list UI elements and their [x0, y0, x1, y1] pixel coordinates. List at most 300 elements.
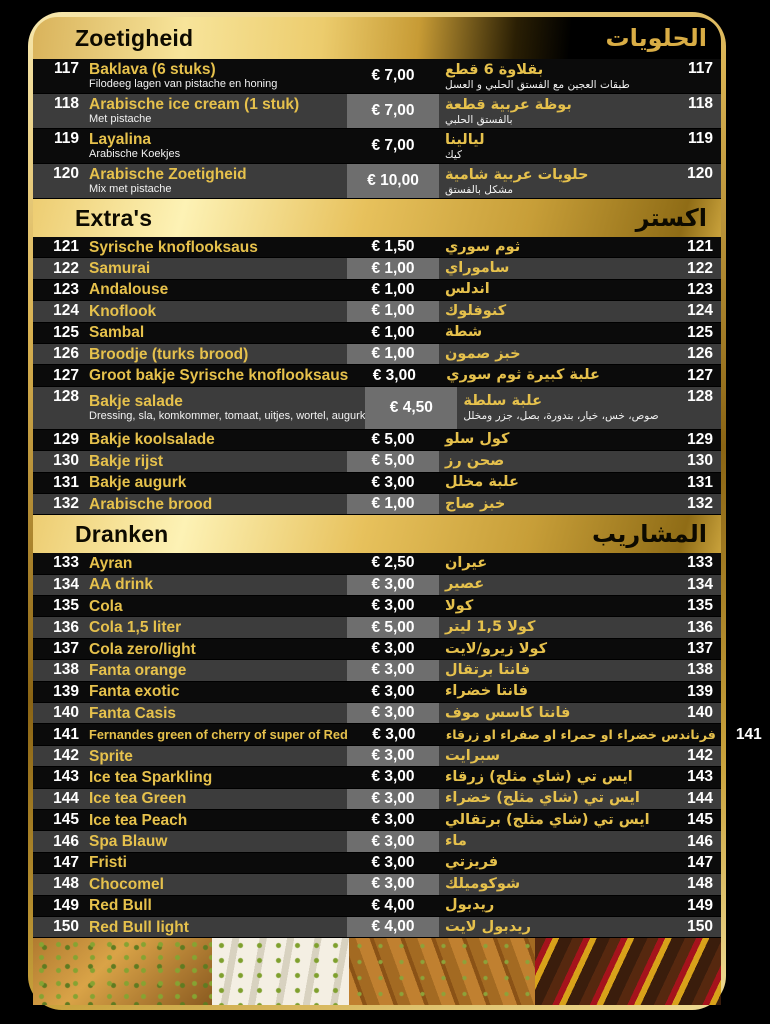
item-number: 123	[53, 280, 79, 298]
item-name: Broodje (turks brood)	[89, 345, 249, 363]
item-price: € 4,50	[365, 387, 457, 429]
item-number-arabic: 139	[687, 682, 713, 700]
item-name-block	[79, 553, 347, 573]
item-number-arabic: 142	[687, 747, 713, 764]
item-subtext: Met pistache	[89, 113, 152, 125]
item-arabic-block	[457, 387, 667, 429]
item-arabic-block	[439, 494, 667, 514]
item-name-block	[79, 494, 347, 514]
item-number-arabic: 145	[687, 811, 713, 829]
item-price: € 4,00	[347, 917, 439, 937]
item-subtext: Dressing, sla, komkommer, tomaat, uitjes, wortel, augurk	[89, 409, 366, 422]
item-price: € 3,00	[347, 660, 439, 680]
menu-item-row	[33, 917, 721, 938]
item-subtext: Filodeeg lagen van pistache en honing	[89, 78, 278, 90]
item-number: 119	[53, 130, 79, 147]
item-name-arabic: صحن رز	[445, 452, 505, 469]
section-rows	[33, 553, 762, 938]
menu-item-row	[33, 59, 721, 94]
item-arabic-block	[439, 767, 667, 787]
item-subtext-arabic: صوص، خس، خيار، بندورة، بصل، جزر ومخلل	[463, 410, 659, 423]
item-price: € 3,00	[371, 597, 415, 615]
chocolate-sweets-photo	[535, 938, 721, 1005]
item-number: 129	[53, 430, 79, 448]
item-number: 120	[53, 165, 79, 182]
item-name-arabic: فريزتي	[445, 854, 499, 871]
item-name: Ice tea Green	[89, 790, 187, 808]
item-name-arabic: ريدبول لايت	[445, 918, 531, 935]
menu-item-row	[33, 129, 721, 164]
item-arabic-block	[439, 853, 667, 873]
item-name-block	[79, 344, 347, 364]
item-price: € 3,00	[371, 768, 415, 786]
item-number-arabic: 146	[687, 832, 713, 850]
item-name: Layalina	[89, 131, 152, 148]
item-number: 121	[53, 238, 79, 256]
menu-item-row	[33, 494, 721, 515]
item-name-arabic: علبة سلطة	[463, 393, 543, 410]
item-price: € 1,50	[371, 238, 415, 256]
item-price: € 3,00	[347, 831, 439, 851]
item-name-arabic: شطة	[445, 324, 483, 341]
item-name-block	[79, 129, 347, 163]
item-name-arabic: ليالينا	[445, 131, 485, 148]
item-name: Cola	[89, 597, 123, 615]
item-name-arabic: علبة مخلل	[445, 474, 519, 491]
section-title-arabic: اكستر	[635, 204, 707, 232]
item-arabic-block	[439, 789, 667, 809]
item-subtext-arabic: كيك	[445, 148, 463, 161]
item-number-arabic: 122	[687, 259, 713, 277]
item-price: € 1,00	[347, 494, 439, 514]
item-name-arabic: كنوفلوك	[445, 302, 507, 319]
menu-item-row	[33, 575, 721, 596]
item-name-block	[79, 237, 347, 257]
item-subtext-arabic: بالفستق الحلبي	[445, 113, 513, 126]
item-name: Ayran	[89, 554, 133, 572]
menu-item-row	[33, 164, 721, 199]
item-name: Bakje salade	[89, 392, 183, 410]
item-name-arabic: خبز صاج	[445, 495, 506, 512]
menu-item-row	[33, 237, 721, 258]
baklava-tray-photo	[349, 938, 535, 1005]
section-title-arabic: الحلويات	[605, 24, 707, 52]
menu-item-row	[33, 617, 721, 638]
section-header-3	[33, 515, 721, 553]
item-arabic-block	[439, 596, 667, 616]
item-number-arabic: 124	[687, 302, 713, 320]
item-number-arabic: 137	[687, 640, 713, 658]
item-arabic-block	[439, 746, 667, 766]
item-name-block	[79, 387, 365, 429]
menu-item-row	[33, 473, 721, 494]
item-arabic-block	[439, 639, 667, 659]
item-name-block	[79, 575, 347, 595]
menu-item-row	[33, 280, 721, 301]
item-name-block	[79, 660, 347, 680]
item-number: 130	[53, 452, 79, 470]
item-number: 133	[53, 554, 79, 572]
item-arabic-block	[439, 129, 667, 163]
item-arabic-block	[439, 703, 667, 723]
item-number-arabic: 130	[687, 452, 713, 470]
item-price: € 3,00	[347, 874, 439, 894]
item-arabic-block	[439, 917, 667, 937]
item-name-block	[79, 280, 347, 300]
menu-item-row	[33, 831, 721, 852]
item-price: € 10,00	[347, 164, 439, 198]
item-arabic-block	[439, 617, 667, 637]
item-name: Sambal	[89, 324, 145, 342]
item-price: € 3,00	[347, 703, 439, 723]
item-number-arabic: 121	[687, 238, 713, 256]
item-price: € 7,00	[347, 94, 439, 128]
item-name-arabic: حلويات عربية شامية	[445, 166, 589, 183]
item-number: 127	[53, 366, 79, 384]
item-price: € 3,00	[371, 682, 415, 700]
item-name: Fanta exotic	[89, 683, 180, 701]
item-price: € 1,00	[371, 280, 415, 298]
item-arabic-block	[439, 344, 667, 364]
item-name: Sprite	[89, 747, 133, 765]
item-name-block	[79, 810, 347, 830]
item-number: 146	[53, 832, 79, 850]
item-price: € 3,00	[371, 473, 415, 491]
item-subtext-arabic: مشكل بالفستق	[445, 183, 514, 196]
item-number: 148	[53, 875, 79, 893]
item-price: € 5,00	[347, 451, 439, 471]
item-number-arabic: 128	[687, 387, 713, 405]
item-number: 149	[53, 896, 79, 914]
item-name-arabic: عيران	[445, 554, 488, 571]
dessert-photo-strip	[33, 938, 721, 1005]
item-arabic-block	[439, 280, 667, 300]
item-name-block	[79, 789, 347, 809]
menu-item-row	[33, 660, 721, 681]
item-number-arabic: 126	[687, 345, 713, 363]
item-name: Spa Blauw	[89, 833, 168, 851]
item-name-block	[79, 430, 347, 450]
item-name-block	[79, 917, 347, 937]
item-number-arabic: 149	[687, 896, 713, 914]
item-name-block	[79, 164, 347, 198]
menu-item-row	[33, 596, 721, 617]
menu-item-row	[33, 724, 762, 745]
item-name-arabic: علبة كبيرة ثوم سوري	[446, 367, 600, 384]
item-name-arabic: فانتا كاسس موف	[445, 704, 571, 721]
item-number-arabic: 119	[687, 130, 713, 147]
item-name: Baklava (6 stuks)	[89, 61, 216, 78]
item-name-arabic: ايس تي (شاي مثلج) خضراء	[445, 790, 640, 807]
item-price: € 2,50	[371, 554, 415, 572]
item-subtext: Mix met pistache	[89, 183, 172, 195]
item-arabic-block	[439, 164, 667, 198]
item-price: € 5,00	[347, 617, 439, 637]
menu-item-row	[33, 789, 721, 810]
item-number: 134	[53, 575, 79, 593]
item-name-block	[79, 323, 347, 343]
item-number: 139	[53, 682, 79, 700]
item-name-arabic: اندلس	[445, 281, 490, 298]
item-name-block	[79, 94, 347, 128]
section-header-2	[33, 199, 721, 237]
item-name-arabic: فرناندس خضراء او حمراء او صفراء او زرقاء	[445, 727, 716, 743]
item-name-arabic: ماء	[445, 833, 467, 850]
item-arabic-block	[439, 94, 667, 128]
menu-item-row	[33, 746, 721, 767]
item-name: Fanta Casis	[89, 704, 177, 722]
item-number-arabic: 125	[687, 323, 713, 341]
item-name: Red Bull light	[89, 918, 189, 936]
item-number: 125	[53, 323, 79, 341]
menu-page	[28, 12, 762, 1010]
item-number: 137	[53, 640, 79, 658]
item-price: € 1,00	[347, 301, 439, 321]
item-number-arabic: 134	[687, 575, 713, 593]
item-price: € 5,00	[371, 430, 415, 448]
item-price: € 3,00	[347, 746, 439, 766]
item-price: € 3,00	[372, 366, 416, 384]
item-number-arabic: 127	[687, 366, 713, 384]
item-number-arabic: 123	[687, 280, 713, 298]
menu-item-row	[33, 451, 721, 472]
menu-item-row	[33, 301, 721, 322]
item-name-arabic: فانتا خضراء	[445, 683, 528, 700]
item-name-block	[79, 301, 347, 321]
item-name-arabic: ثوم سوري	[445, 238, 521, 255]
item-subtext-arabic: طبقات العجين مع الفستق الحلبي و العسل	[445, 78, 630, 91]
item-name-arabic: ريدبول	[445, 897, 495, 914]
item-number-arabic: 144	[687, 789, 713, 807]
item-name-block	[79, 365, 348, 385]
item-name: Arabische brood	[89, 495, 213, 513]
item-number-arabic: 129	[687, 430, 713, 448]
item-name: Andalouse	[89, 281, 169, 299]
item-name-arabic: عصير	[445, 576, 485, 593]
menu-item-row	[33, 682, 721, 703]
item-name-arabic: كولا	[445, 597, 474, 614]
menu-item-row	[33, 810, 721, 831]
item-number: 122	[53, 259, 79, 277]
item-arabic-block	[439, 896, 667, 916]
item-name: Bakje koolsalade	[89, 431, 215, 449]
menu-item-row	[33, 853, 721, 874]
menu-item-row	[33, 344, 721, 365]
item-number: 141	[53, 725, 79, 743]
item-arabic-block	[439, 301, 667, 321]
item-name: Arabische Zoetigheid	[89, 166, 247, 183]
item-number-arabic: 150	[687, 918, 713, 936]
item-name-block	[79, 703, 347, 723]
item-price: € 7,00	[371, 137, 415, 154]
item-price: € 1,00	[347, 258, 439, 278]
item-price: € 3,00	[371, 853, 415, 871]
menu-item-row	[33, 639, 721, 660]
item-price: € 1,00	[347, 344, 439, 364]
item-name-arabic: بقلاوة 6 قطع	[445, 61, 544, 78]
item-name: Knoflook	[89, 302, 157, 320]
menu-item-row	[33, 323, 721, 344]
item-subtext: Arabische Koekjes	[89, 148, 181, 160]
item-name-block	[79, 59, 347, 93]
item-name-arabic: ايس تي (شاي مثلج) زرقاء	[445, 768, 633, 785]
item-name: Cola 1,5 liter	[89, 619, 182, 637]
item-number-arabic: 148	[687, 875, 713, 893]
item-number-arabic: 120	[687, 165, 713, 182]
item-arabic-block	[439, 874, 667, 894]
item-name-block	[79, 896, 347, 916]
item-name: Red Bull	[89, 897, 152, 915]
item-name-block	[79, 853, 347, 873]
item-arabic-block	[440, 724, 716, 744]
item-arabic-block	[439, 473, 667, 493]
item-arabic-block	[439, 660, 667, 680]
item-arabic-block	[439, 575, 667, 595]
item-arabic-block	[439, 553, 667, 573]
item-number-arabic: 136	[687, 618, 713, 636]
section-rows	[33, 59, 721, 199]
item-name: Arabische ice cream (1 stuk)	[89, 96, 300, 113]
item-name-block	[79, 746, 347, 766]
item-number-arabic: 140	[687, 704, 713, 722]
item-arabic-block	[439, 430, 667, 450]
item-name: Fanta orange	[89, 661, 187, 679]
item-number-arabic: 135	[687, 597, 713, 615]
item-name-arabic: ايس تي (شاي مثلج) برتقالي	[445, 811, 650, 828]
item-arabic-block	[439, 59, 667, 93]
item-name-block	[79, 767, 347, 787]
item-number: 145	[53, 811, 79, 829]
section-title: Extra's	[75, 204, 153, 231]
item-name: Fristi	[89, 854, 127, 872]
item-arabic-block	[439, 810, 667, 830]
menu-item-row	[33, 874, 721, 895]
item-name: Bakje rijst	[89, 452, 164, 470]
menu-item-row	[33, 767, 721, 788]
item-number-arabic: 131	[687, 473, 713, 491]
item-number-arabic: 143	[687, 768, 713, 786]
item-name: AA drink	[89, 576, 154, 594]
item-name-block	[79, 724, 348, 744]
item-number: 138	[53, 661, 79, 679]
item-number-arabic: 118	[687, 95, 713, 112]
item-name-block	[79, 596, 347, 616]
item-arabic-block	[439, 258, 667, 278]
item-price: € 3,00	[371, 640, 415, 658]
item-name-block	[79, 451, 347, 471]
section-title-arabic: المشاريب	[592, 520, 707, 549]
item-name-arabic: خبز صمون	[445, 345, 521, 362]
menu-item-row	[33, 365, 721, 386]
item-price: € 3,00	[372, 725, 416, 743]
item-name: Chocomel	[89, 875, 164, 893]
menu-item-row	[33, 553, 721, 574]
item-number-arabic: 132	[687, 495, 713, 513]
item-name-arabic: سبرايت	[445, 747, 500, 764]
item-name-block	[79, 682, 347, 702]
item-name: Fernandes green of cherry of super of Red	[89, 727, 348, 743]
menu-item-row	[33, 94, 721, 129]
item-arabic-block	[439, 451, 667, 471]
item-arabic-block	[439, 237, 667, 257]
item-name: Syrische knoflooksaus	[89, 238, 258, 256]
item-name-arabic: بوظة عربية قطعة	[445, 96, 572, 113]
item-arabic-block	[439, 831, 667, 851]
item-number: 135	[53, 597, 79, 615]
baklava-rolls-photo	[33, 938, 212, 1005]
item-name-arabic: كولا 1,5 ليتر	[445, 619, 536, 636]
item-name-arabic: فانتا برتقال	[445, 661, 531, 678]
item-price: € 4,00	[371, 896, 415, 914]
menu-item-row	[33, 896, 721, 917]
item-number: 140	[53, 704, 79, 722]
item-arabic-block	[439, 682, 667, 702]
menu-content	[33, 17, 762, 1005]
item-name-arabic: شوكوميلك	[445, 875, 521, 892]
item-name-block	[79, 874, 347, 894]
item-name: Ice tea Peach	[89, 811, 188, 829]
item-number: 150	[53, 918, 79, 936]
section-title: Dranken	[75, 520, 169, 547]
item-name: Samurai	[89, 260, 151, 278]
item-number: 132	[53, 495, 79, 513]
item-number: 131	[53, 473, 79, 491]
halawa-pistachio-photo	[212, 938, 350, 1005]
item-price: € 3,00	[347, 789, 439, 809]
menu-sections	[33, 17, 762, 938]
item-name-block	[79, 617, 347, 637]
item-number: 147	[53, 853, 79, 871]
menu-item-row	[33, 430, 721, 451]
item-number-arabic: 133	[687, 554, 713, 572]
item-number: 142	[53, 747, 79, 764]
item-price: € 7,00	[371, 67, 415, 84]
item-name-block	[79, 258, 347, 278]
section-header-1	[33, 17, 721, 59]
item-number: 144	[53, 789, 79, 807]
item-price: € 1,00	[371, 323, 415, 341]
menu-item-row	[33, 258, 721, 279]
item-number-arabic: 141	[735, 725, 762, 743]
item-number-arabic: 117	[687, 60, 713, 77]
item-number: 143	[53, 768, 79, 786]
item-name-block	[79, 831, 347, 851]
item-number-arabic: 138	[687, 661, 713, 679]
section-title: Zoetigheid	[75, 24, 194, 51]
item-number: 117	[53, 60, 79, 77]
item-name-arabic: كول سلو	[445, 431, 510, 448]
item-name: Ice tea Sparkling	[89, 768, 213, 786]
menu-item-row	[33, 387, 721, 430]
item-name: Cola zero/light	[89, 640, 196, 658]
item-number: 136	[53, 618, 79, 636]
item-arabic-block	[439, 323, 667, 343]
item-price: € 3,00	[347, 575, 439, 595]
item-arabic-block	[440, 365, 667, 385]
item-name: Groot bakje Syrische knoflooksaus	[89, 367, 349, 385]
item-number: 128	[53, 387, 79, 405]
item-number: 118	[53, 95, 79, 112]
item-name-block	[79, 473, 347, 493]
item-name: Bakje augurk	[89, 474, 187, 492]
section-rows	[33, 237, 721, 515]
item-number-arabic: 147	[687, 853, 713, 871]
item-number: 124	[53, 302, 79, 320]
menu-item-row	[33, 703, 721, 724]
item-number: 126	[53, 345, 79, 363]
item-name-arabic: ساموراي	[445, 260, 510, 277]
item-name-block	[79, 639, 347, 659]
